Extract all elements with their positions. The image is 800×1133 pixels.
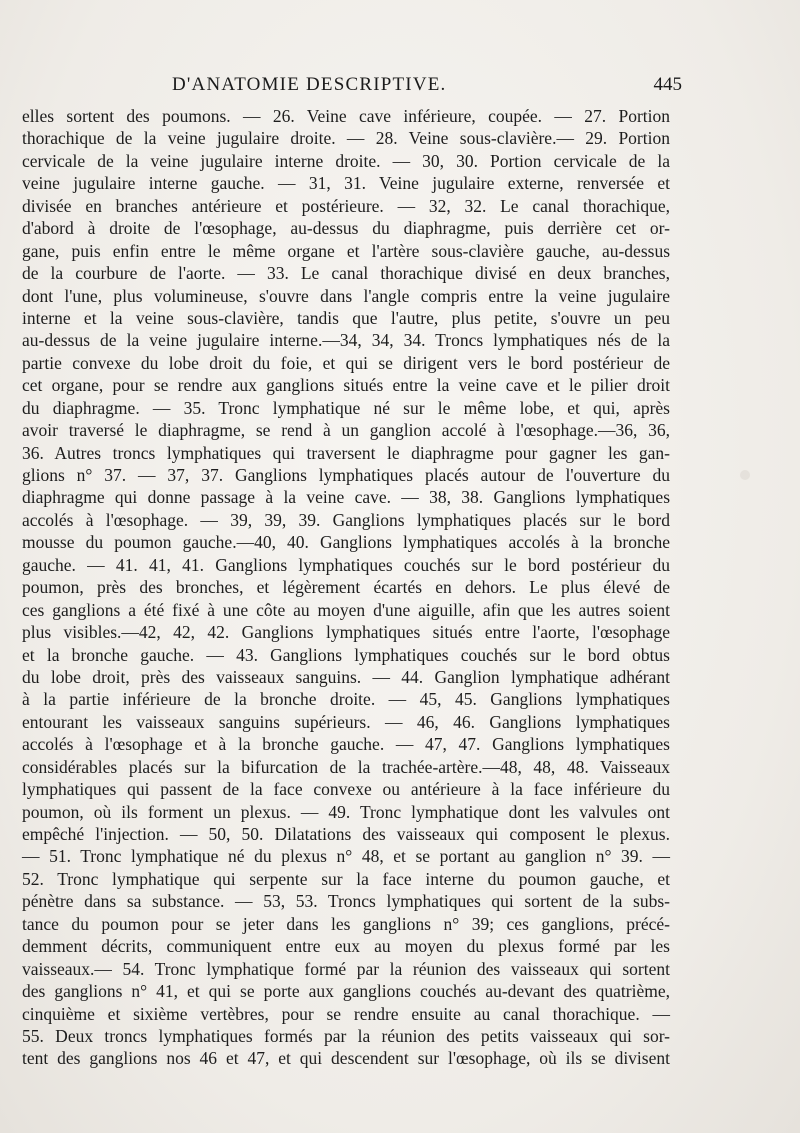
text-line: gane, puis enfin entre le même organe et l'artère sous-clavière gauche, au-dessus (22, 240, 670, 261)
text-line: cervicale de la veine jugulaire interne droite. — 30, 30. Portion cervicale de la (22, 150, 670, 171)
text-line: 52. Tronc lymphatique qui serpente sur la face interne du poumon gauche, et (22, 868, 670, 889)
text-line: empêché l'injection. — 50, 50. Dilatations des vaisseaux qui composent le plexus. (22, 824, 670, 844)
body-text (22, 105, 670, 1070)
text-line: d'abord à droite de l'œsophage, au-dessus du diaphragme, puis derrière cet or- (22, 218, 670, 239)
text-line: du lobe droit, près des vaisseaux sanguins. — 44. Ganglion lymphatique adhérant (22, 666, 670, 687)
text-line: accolés à l'œsophage. — 39, 39, 39. Ganglions lymphatiques placés sur le bord (22, 509, 670, 530)
text-line: cet organe, pour se rendre aux ganglions situés entre la veine cave et le pilier droit (22, 375, 670, 396)
text-line: considérables placés sur la bifurcation de la trachée-artère.—48, 48, 48. Vaisseaux (22, 756, 670, 777)
paper-stain (740, 470, 750, 480)
text-line: dont l'une, plus volumineuse, s'ouvre dans l'angle compris entre la veine jugulaire (22, 285, 670, 306)
text-line: mousse du poumon gauche.—40, 40. Ganglions lymphatiques accolés à la bronche (22, 532, 670, 553)
text-line: demment décrits, communiquent entre eux au moyen du plexus formé par les (22, 936, 670, 957)
text-line: glions n° 37. — 37, 37. Ganglions lymphatiques placés autour de l'ouverture du (22, 465, 670, 485)
text-line: poumon, près des bronches, et légèrement écartés en dehors. Le plus élevé de (22, 577, 670, 598)
text-line: 55. Deux troncs lymphatiques formés par la réunion des petits vaisseaux qui sor- (22, 1025, 670, 1046)
text-line: veine jugulaire interne gauche. — 31, 31. Veine jugulaire externe, renversée et (22, 173, 670, 194)
text-line: plus visibles.—42, 42, 42. Ganglions lymphatiques situés entre l'aorte, l'œsophage (22, 622, 670, 643)
text-line: ces ganglions a été fixé à une côte au moyen d'une aiguille, afin que les autres soient (22, 599, 670, 620)
running-head (22, 74, 682, 100)
text-line: partie convexe du lobe droit du foie, et qui se dirigent vers le bord postérieur de (22, 352, 670, 373)
text-line: diaphragme qui donne passage à la veine cave. — 38, 38. Ganglions lymphatiques (22, 487, 670, 508)
text-line: divisée en branches antérieure et postérieure. — 32, 32. Le canal thorachique, (22, 195, 670, 216)
text-line: de la courbure de l'aorte. — 33. Le canal thorachique divisé en deux branches, (22, 263, 670, 284)
text-line: des ganglions n° 41, et qui se porte aux ganglions couchés au-devant des quatrième, (22, 981, 670, 1002)
text-line: entourant les vaisseaux sanguins supérieurs. — 46, 46. Ganglions lymphatiques (22, 711, 670, 732)
text-line: au-dessus de la veine jugulaire interne.—34, 34, 34. Troncs lymphatiques nés de la (22, 330, 670, 351)
text-line: thorachique de la veine jugulaire droite. — 28. Veine sous-clavière.— 29. Portion (22, 128, 670, 149)
text-line: tance du poumon pour se jeter dans les ganglions n° 39; ces ganglions, précé- (22, 913, 670, 934)
text-line: et la bronche gauche. — 43. Ganglions lymphatiques couchés sur le bord obtus (22, 644, 670, 665)
text-line: elles sortent des poumons. — 26. Veine cave inférieure, coupée. — 27. Portion (22, 106, 670, 126)
text-line: accolés à l'œsophage et à la bronche gauche. — 47, 47. Ganglions lymphatiques (22, 734, 670, 755)
text-line: poumon, où ils forment un plexus. — 49. Tronc lymphatique dont les valvules ont (22, 801, 670, 822)
text-line: 36. Autres troncs lymphatiques qui traversent le diaphragme pour gagner les gan- (22, 442, 670, 463)
page-number: 445 (653, 74, 682, 95)
text-line: avoir traversé le diaphragme, se rend à un ganglion accolé à l'œsophage.—36, 36, (22, 420, 670, 441)
running-title: D'ANATOMIE DESCRIPTIVE. (172, 74, 447, 95)
text-line: vaisseaux.— 54. Tronc lymphatique formé par la réunion des vaisseaux qui sortent (22, 958, 670, 979)
text-line: — 51. Tronc lymphatique né du plexus n° 48, et se portant au ganglion n° 39. — (22, 846, 670, 867)
text-line: pénètre dans sa substance. — 53, 53. Troncs lymphatiques qui sortent de la subs- (22, 891, 670, 912)
text-line: lymphatiques qui passent de la face convexe ou antérieure à la face inférieure du (22, 779, 670, 800)
text-line: à la partie inférieure de la bronche droite. — 45, 45. Ganglions lymphatiques (22, 689, 670, 710)
text-line: cinquième et sixième vertèbres, pour se rendre ensuite au canal thorachique. — (22, 1003, 670, 1024)
text-line: du diaphragme. — 35. Tronc lymphatique né sur le même lobe, et qui, après (22, 397, 670, 418)
text-line: interne et la veine sous-clavière, tandis que l'autre, plus petite, s'ouvre un peu (22, 307, 670, 328)
text-line: gauche. — 41. 41, 41. Ganglions lymphatiques couchés sur le bord postérieur du (22, 554, 670, 575)
text-line: tent des ganglions nos 46 et 47, et qui descendent sur l'œsophage, où ils se divisent (22, 1048, 670, 1069)
